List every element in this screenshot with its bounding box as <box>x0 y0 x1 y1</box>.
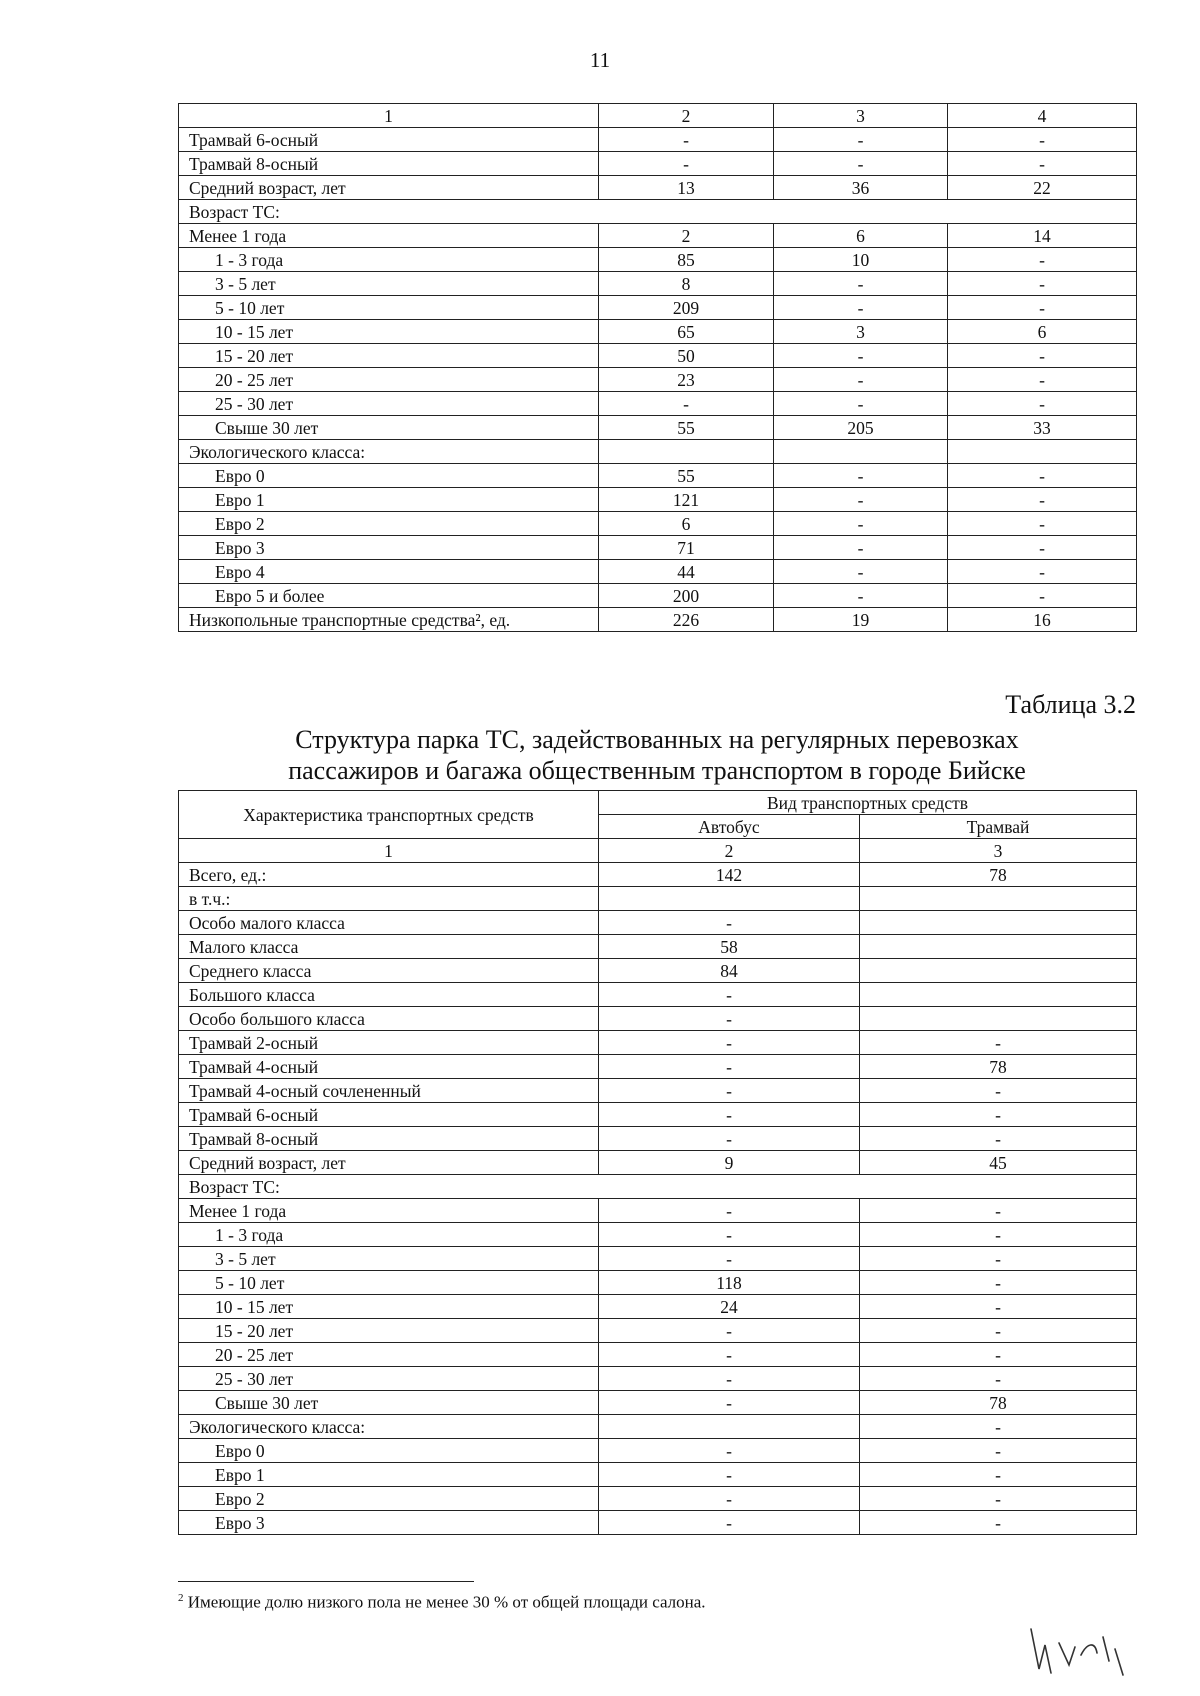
cell-value: 9 <box>599 1151 860 1175</box>
cell-value: 2 <box>599 224 774 248</box>
cell-value: - <box>948 152 1137 176</box>
table-row <box>179 1127 1137 1151</box>
table-row <box>179 1271 1137 1295</box>
cell-value: - <box>774 584 948 608</box>
footnote-marker: 2 <box>178 1592 184 1604</box>
cell-value: 84 <box>599 959 860 983</box>
cell-value <box>860 935 1137 959</box>
row-label: 25 - 30 лет <box>179 392 599 416</box>
row-label: 1 - 3 года <box>179 248 599 272</box>
signature-icon <box>1025 1625 1135 1685</box>
row-label: Трамвай 2-осный <box>179 1031 599 1055</box>
row-label: 10 - 15 лет <box>179 320 599 344</box>
cell-value: - <box>948 344 1137 368</box>
cell-value: 6 <box>774 224 948 248</box>
row-label: 15 - 20 лет <box>179 1319 599 1343</box>
row-label: Всего, ед.: <box>179 863 599 887</box>
cell-value: 13 <box>599 176 774 200</box>
table-row <box>179 1487 1137 1511</box>
cell-value: 58 <box>599 935 860 959</box>
cell-value: - <box>948 272 1137 296</box>
cell-value: - <box>599 1343 860 1367</box>
cell-value: - <box>599 983 860 1007</box>
cell-value: 22 <box>948 176 1137 200</box>
row-label: Свыше 30 лет <box>179 416 599 440</box>
cell-value: - <box>599 128 774 152</box>
cell-value: 14 <box>948 224 1137 248</box>
cell-value: - <box>860 1103 1137 1127</box>
cell-value: 200 <box>599 584 774 608</box>
header-number: 4 <box>948 104 1137 128</box>
row-label: Евро 4 <box>179 560 599 584</box>
cell-value: - <box>774 296 948 320</box>
row-label: Трамвай 4-осный сочлененный <box>179 1079 599 1103</box>
cell-value: 36 <box>774 176 948 200</box>
row-label: Евро 0 <box>179 1439 599 1463</box>
table-row <box>179 392 1137 416</box>
row-label: в т.ч.: <box>179 887 599 911</box>
cell-value: 55 <box>599 416 774 440</box>
cell-value <box>860 1007 1137 1031</box>
cell-value: 55 <box>599 464 774 488</box>
cell-value: - <box>860 1511 1137 1535</box>
cell-value: - <box>774 152 948 176</box>
cell-value: 78 <box>860 1391 1137 1415</box>
row-label: Трамвай 6-осный <box>179 1103 599 1127</box>
cell-value: - <box>860 1223 1137 1247</box>
cell-value: 209 <box>599 296 774 320</box>
cell-value: 6 <box>599 512 774 536</box>
row-label: 15 - 20 лет <box>179 344 599 368</box>
vehicle-fleet-structure-table <box>178 790 1137 1535</box>
row-label: Менее 1 года <box>179 1199 599 1223</box>
table-row <box>179 1175 1137 1199</box>
cell-value: - <box>948 368 1137 392</box>
header-number: 2 <box>599 839 860 863</box>
cell-value: 205 <box>774 416 948 440</box>
row-label: 3 - 5 лет <box>179 272 599 296</box>
row-label: 25 - 30 лет <box>179 1367 599 1391</box>
cell-value: - <box>860 1415 1137 1439</box>
row-label: Средний возраст, лет <box>179 1151 599 1175</box>
cell-value: 121 <box>599 488 774 512</box>
cell-value <box>860 959 1137 983</box>
row-label: Свыше 30 лет <box>179 1391 599 1415</box>
row-label: Особо большого класса <box>179 1007 599 1031</box>
cell-value: - <box>948 464 1137 488</box>
table-row <box>179 272 1137 296</box>
cell-value: - <box>599 1439 860 1463</box>
cell-value: - <box>860 1247 1137 1271</box>
table-row <box>179 488 1137 512</box>
table-row <box>179 959 1137 983</box>
cell-value: - <box>774 512 948 536</box>
row-label: 10 - 15 лет <box>179 1295 599 1319</box>
table-row <box>179 248 1137 272</box>
cell-value: - <box>599 1223 860 1247</box>
table-row <box>179 344 1137 368</box>
cell-value: - <box>599 1127 860 1151</box>
header-number: 2 <box>599 104 774 128</box>
table-row <box>179 176 1137 200</box>
header-number: 3 <box>860 839 1137 863</box>
cell-value: - <box>774 464 948 488</box>
cell-value: 44 <box>599 560 774 584</box>
cell-value <box>948 440 1137 464</box>
cell-value: - <box>948 512 1137 536</box>
row-label: Евро 0 <box>179 464 599 488</box>
header-tram: Трамвай <box>860 815 1137 839</box>
table-row <box>179 911 1137 935</box>
cell-value: - <box>774 560 948 584</box>
cell-value: - <box>599 1247 860 1271</box>
cell-value: 3 <box>774 320 948 344</box>
cell-value: - <box>860 1295 1137 1319</box>
cell-value: - <box>599 1391 860 1415</box>
cell-value <box>599 1415 860 1439</box>
cell-value: 23 <box>599 368 774 392</box>
row-label: Большого класса <box>179 983 599 1007</box>
row-label: 5 - 10 лет <box>179 296 599 320</box>
header-number: 3 <box>774 104 948 128</box>
cell-value: 33 <box>948 416 1137 440</box>
cell-value: 19 <box>774 608 948 632</box>
cell-value <box>860 887 1137 911</box>
page-number: 11 <box>589 48 611 72</box>
row-label: Евро 2 <box>179 512 599 536</box>
header-number: 1 <box>179 104 599 128</box>
cell-value: 65 <box>599 320 774 344</box>
cell-value: - <box>599 1103 860 1127</box>
cell-value: - <box>599 1055 860 1079</box>
table-row <box>179 608 1137 632</box>
footnote <box>178 1592 706 1613</box>
table-title <box>178 724 1136 786</box>
cell-value: - <box>599 1199 860 1223</box>
table-row <box>179 1511 1137 1535</box>
row-label: 1 - 3 года <box>179 1223 599 1247</box>
table-row <box>179 584 1137 608</box>
cell-value: 85 <box>599 248 774 272</box>
row-label: 3 - 5 лет <box>179 1247 599 1271</box>
table-title-line-2: пассажиров и багажа общественным транспортом в городе Бийске <box>288 756 1026 785</box>
cell-value: - <box>860 1487 1137 1511</box>
cell-value: - <box>774 392 948 416</box>
cell-value: 24 <box>599 1295 860 1319</box>
cell-value: - <box>599 1079 860 1103</box>
cell-value: - <box>599 1487 860 1511</box>
table-row <box>179 464 1137 488</box>
table-row <box>179 1295 1137 1319</box>
row-label: Трамвай 8-осный <box>179 152 599 176</box>
table-row <box>179 1055 1137 1079</box>
cell-value: 10 <box>774 248 948 272</box>
table-row <box>179 368 1137 392</box>
cell-value: - <box>948 488 1137 512</box>
row-label: Евро 2 <box>179 1487 599 1511</box>
table-row <box>179 1343 1137 1367</box>
cell-value: - <box>860 1463 1137 1487</box>
row-label: Экологического класса: <box>179 1415 599 1439</box>
row-label: Низкопольные транспортные средства², ед. <box>179 608 599 632</box>
cell-value <box>860 911 1137 935</box>
table-number: Таблица 3.2 <box>1005 690 1136 719</box>
row-label: Возраст ТС: <box>179 1175 1137 1199</box>
cell-value: - <box>860 1079 1137 1103</box>
cell-value: - <box>774 368 948 392</box>
cell-value: - <box>599 1007 860 1031</box>
table-row <box>179 296 1137 320</box>
cell-value: - <box>860 1319 1137 1343</box>
table-row <box>179 1247 1137 1271</box>
cell-value: 78 <box>860 863 1137 887</box>
cell-value: - <box>774 344 948 368</box>
table-row <box>179 1415 1137 1439</box>
header-characteristic: Характеристика транспортных средств <box>179 791 599 839</box>
cell-value: 118 <box>599 1271 860 1295</box>
table-row <box>179 560 1137 584</box>
row-label: Евро 1 <box>179 488 599 512</box>
row-label: Трамвай 8-осный <box>179 1127 599 1151</box>
cell-value: - <box>948 296 1137 320</box>
table-row <box>179 1367 1137 1391</box>
cell-value: - <box>860 1271 1137 1295</box>
table-row <box>179 128 1137 152</box>
table-row <box>179 1031 1137 1055</box>
table-row <box>179 152 1137 176</box>
row-label: 5 - 10 лет <box>179 1271 599 1295</box>
row-label: Евро 1 <box>179 1463 599 1487</box>
table-row <box>179 1439 1137 1463</box>
table-row <box>179 536 1137 560</box>
cell-value: - <box>774 536 948 560</box>
row-label: Особо малого класса <box>179 911 599 935</box>
table-row <box>179 512 1137 536</box>
cell-value: 16 <box>948 608 1137 632</box>
table-row <box>179 1463 1137 1487</box>
table-row <box>179 224 1137 248</box>
row-label: Средний возраст, лет <box>179 176 599 200</box>
row-label: 20 - 25 лет <box>179 368 599 392</box>
row-label: Менее 1 года <box>179 224 599 248</box>
cell-value: - <box>860 1199 1137 1223</box>
table-row <box>179 1151 1137 1175</box>
cell-value: 8 <box>599 272 774 296</box>
cell-value: 78 <box>860 1055 1137 1079</box>
cell-value: - <box>860 1127 1137 1151</box>
cell-value: - <box>860 1367 1137 1391</box>
cell-value <box>599 887 860 911</box>
header-vehicle-type: Вид транспортных средств <box>599 791 1137 815</box>
cell-value: 45 <box>860 1151 1137 1175</box>
table-row <box>179 935 1137 959</box>
table-row <box>179 416 1137 440</box>
table-row <box>179 1199 1137 1223</box>
table-row <box>179 1223 1137 1247</box>
cell-value: 71 <box>599 536 774 560</box>
cell-value: - <box>948 584 1137 608</box>
table-row <box>179 983 1137 1007</box>
cell-value: - <box>774 272 948 296</box>
cell-value: 226 <box>599 608 774 632</box>
cell-value: - <box>599 1319 860 1343</box>
footnote-rule <box>178 1581 474 1582</box>
cell-value: - <box>599 1031 860 1055</box>
cell-value: - <box>948 392 1137 416</box>
cell-value: - <box>774 488 948 512</box>
cell-value: 142 <box>599 863 860 887</box>
cell-value: 6 <box>948 320 1137 344</box>
cell-value: - <box>948 536 1137 560</box>
table-row <box>179 863 1137 887</box>
table-row <box>179 887 1137 911</box>
row-label: Малого класса <box>179 935 599 959</box>
cell-value: - <box>948 248 1137 272</box>
table-row <box>179 1103 1137 1127</box>
table-header-row <box>179 104 1137 128</box>
row-label: Евро 5 и более <box>179 584 599 608</box>
cell-value: 50 <box>599 344 774 368</box>
cell-value <box>599 440 774 464</box>
header-number: 1 <box>179 839 599 863</box>
cell-value: - <box>599 1511 860 1535</box>
cell-value <box>860 983 1137 1007</box>
cell-value: - <box>599 1367 860 1391</box>
row-label: Евро 3 <box>179 536 599 560</box>
table-row <box>179 1319 1137 1343</box>
cell-value: - <box>774 128 948 152</box>
row-label: Евро 3 <box>179 1511 599 1535</box>
table-row <box>179 440 1137 464</box>
row-label: 20 - 25 лет <box>179 1343 599 1367</box>
vehicle-fleet-table-continued <box>178 103 1137 632</box>
table-row <box>179 200 1137 224</box>
cell-value: - <box>599 1463 860 1487</box>
header-bus: Автобус <box>599 815 860 839</box>
table-row <box>179 1007 1137 1031</box>
cell-value: - <box>860 1439 1137 1463</box>
cell-value: - <box>599 152 774 176</box>
footnote-text: Имеющие долю низкого пола не менее 30 % от общей площади салона. <box>187 1592 706 1612</box>
cell-value: - <box>860 1031 1137 1055</box>
cell-value: - <box>599 911 860 935</box>
row-label: Трамвай 4-осный <box>179 1055 599 1079</box>
row-label: Трамвай 6-осный <box>179 128 599 152</box>
cell-value: - <box>599 392 774 416</box>
table-title-line-1: Структура парка ТС, задействованных на регулярных перевозках <box>295 725 1019 754</box>
table-row <box>179 320 1137 344</box>
cell-value: - <box>948 560 1137 584</box>
table-row <box>179 1391 1137 1415</box>
row-label: Возраст ТС: <box>179 200 1137 224</box>
table-row <box>179 1079 1137 1103</box>
cell-value: - <box>860 1343 1137 1367</box>
cell-value <box>774 440 948 464</box>
row-label: Экологического класса: <box>179 440 599 464</box>
row-label: Среднего класса <box>179 959 599 983</box>
cell-value: - <box>948 128 1137 152</box>
